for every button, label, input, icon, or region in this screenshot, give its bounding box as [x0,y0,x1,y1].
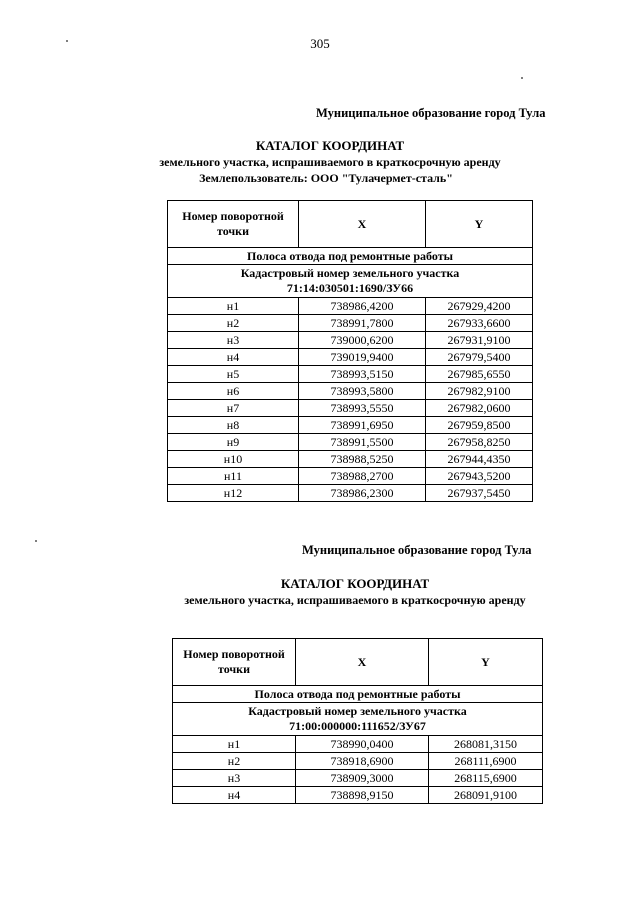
point-number-cell: н8 [168,417,299,434]
catalog-title-1: КАТАЛОГ КООРДИНАТ [255,138,405,153]
header-point-number: Номер поворотной точки [168,201,299,248]
strip-label: Полоса отвода под ремонтные работы [173,686,543,703]
catalog-subtitle-1: земельного участка, испрашиваемого в краткосрочную аренду [159,155,501,169]
y-coordinate-cell: 267929,4200 [426,298,533,315]
header-y: Y [426,201,533,248]
y-coordinate-cell: 267943,5200 [426,468,533,485]
point-number-cell: н2 [173,753,296,770]
strip-row [173,686,543,703]
point-number-cell: н1 [173,736,296,753]
point-number-cell: н7 [168,400,299,417]
y-coordinate-cell: 267959,8500 [426,417,533,434]
point-number-cell: н11 [168,468,299,485]
table-row [168,383,533,400]
x-coordinate-cell: 738898,9150 [296,787,429,804]
x-coordinate-cell: 738986,2300 [299,485,426,502]
table-row [168,315,533,332]
x-coordinate-cell: 739019,9400 [299,349,426,366]
x-coordinate-cell: 738993,5550 [299,400,426,417]
table-row [173,770,543,787]
table-row [168,298,533,315]
table-header-row [173,639,543,686]
y-coordinate-cell: 267931,9100 [426,332,533,349]
scan-speck [521,77,523,79]
point-number-cell: н4 [168,349,299,366]
table-row [168,349,533,366]
x-coordinate-cell: 738991,5500 [299,434,426,451]
point-number-cell: н2 [168,315,299,332]
y-coordinate-cell: 268091,9100 [429,787,543,804]
table-row [173,736,543,753]
table-row [168,434,533,451]
table-row [168,417,533,434]
cadastral-cell [173,703,543,736]
table-row [168,366,533,383]
y-coordinate-cell: 268081,3150 [429,736,543,753]
x-coordinate-cell: 738986,4200 [299,298,426,315]
table-body-2 [173,736,543,804]
land-user-1: Землепользователь: ООО "Тулачермет-сталь" [199,171,453,185]
header-x: X [299,201,426,248]
y-coordinate-cell: 267982,0600 [426,400,533,417]
cadastral-row [173,703,543,736]
cadastral-cell [168,265,533,298]
cadastral-number: 71:14:030501:1690/ЗУ66 [286,281,414,295]
municipality-heading-1: Муниципальное образование город Тула [316,106,546,120]
strip-row [168,248,533,265]
point-number-cell: н3 [173,770,296,787]
table-row [168,400,533,417]
coordinates-table-2 [172,638,543,804]
point-number-cell: н4 [173,787,296,804]
x-coordinate-cell: 738993,5150 [299,366,426,383]
page-number: 305 [310,36,330,51]
y-coordinate-cell: 268111,6900 [429,753,543,770]
table-row [173,753,543,770]
table-row [173,787,543,804]
cadastral-label: Кадастровый номер земельного участка [248,704,467,718]
point-number-cell: н6 [168,383,299,400]
y-coordinate-cell: 267958,8250 [426,434,533,451]
table-row [168,332,533,349]
y-coordinate-cell: 267979,5400 [426,349,533,366]
header-y: Y [429,639,543,686]
point-number-cell: н12 [168,485,299,502]
cadastral-label: Кадастровый номер земельного участка [240,266,460,280]
scan-speck [35,540,37,542]
table-row [168,451,533,468]
x-coordinate-cell: 738918,6900 [296,753,429,770]
y-coordinate-cell: 267982,9100 [426,383,533,400]
table-body-1 [168,298,533,502]
catalog-title-block-2 [0,575,640,608]
table-header-row [168,201,533,248]
coordinates-table-1 [167,200,533,502]
y-coordinate-cell: 267985,6550 [426,366,533,383]
header-x: X [296,639,429,686]
x-coordinate-cell: 738993,5800 [299,383,426,400]
x-coordinate-cell: 738988,2700 [299,468,426,485]
x-coordinate-cell: 739000,6200 [299,332,426,349]
cadastral-row [168,265,533,298]
point-number-cell: н1 [168,298,299,315]
y-coordinate-cell: 267937,5450 [426,485,533,502]
x-coordinate-cell: 738990,0400 [296,736,429,753]
point-number-cell: н3 [168,332,299,349]
point-number-cell: н10 [168,451,299,468]
y-coordinate-cell: 268115,6900 [429,770,543,787]
x-coordinate-cell: 738991,6950 [299,417,426,434]
header-point-number: Номер поворотной точки [173,639,296,686]
point-number-cell: н9 [168,434,299,451]
catalog-subtitle-2: земельного участка, испрашиваемого в краткосрочную аренду [184,593,526,607]
catalog-title-block-1 [0,137,640,186]
scan-speck [66,40,68,42]
y-coordinate-cell: 267933,6600 [426,315,533,332]
y-coordinate-cell: 267944,4350 [426,451,533,468]
catalog-title-2: КАТАЛОГ КООРДИНАТ [280,576,430,591]
municipality-heading-2: Муниципальное образование город Тула [302,543,532,557]
x-coordinate-cell: 738909,3000 [296,770,429,787]
x-coordinate-cell: 738991,7800 [299,315,426,332]
point-number-cell: н5 [168,366,299,383]
table-row [168,485,533,502]
strip-label: Полоса отвода под ремонтные работы [168,248,533,265]
table-row [168,468,533,485]
x-coordinate-cell: 738988,5250 [299,451,426,468]
cadastral-number: 71:00:000000:111652/ЗУ67 [289,719,426,733]
